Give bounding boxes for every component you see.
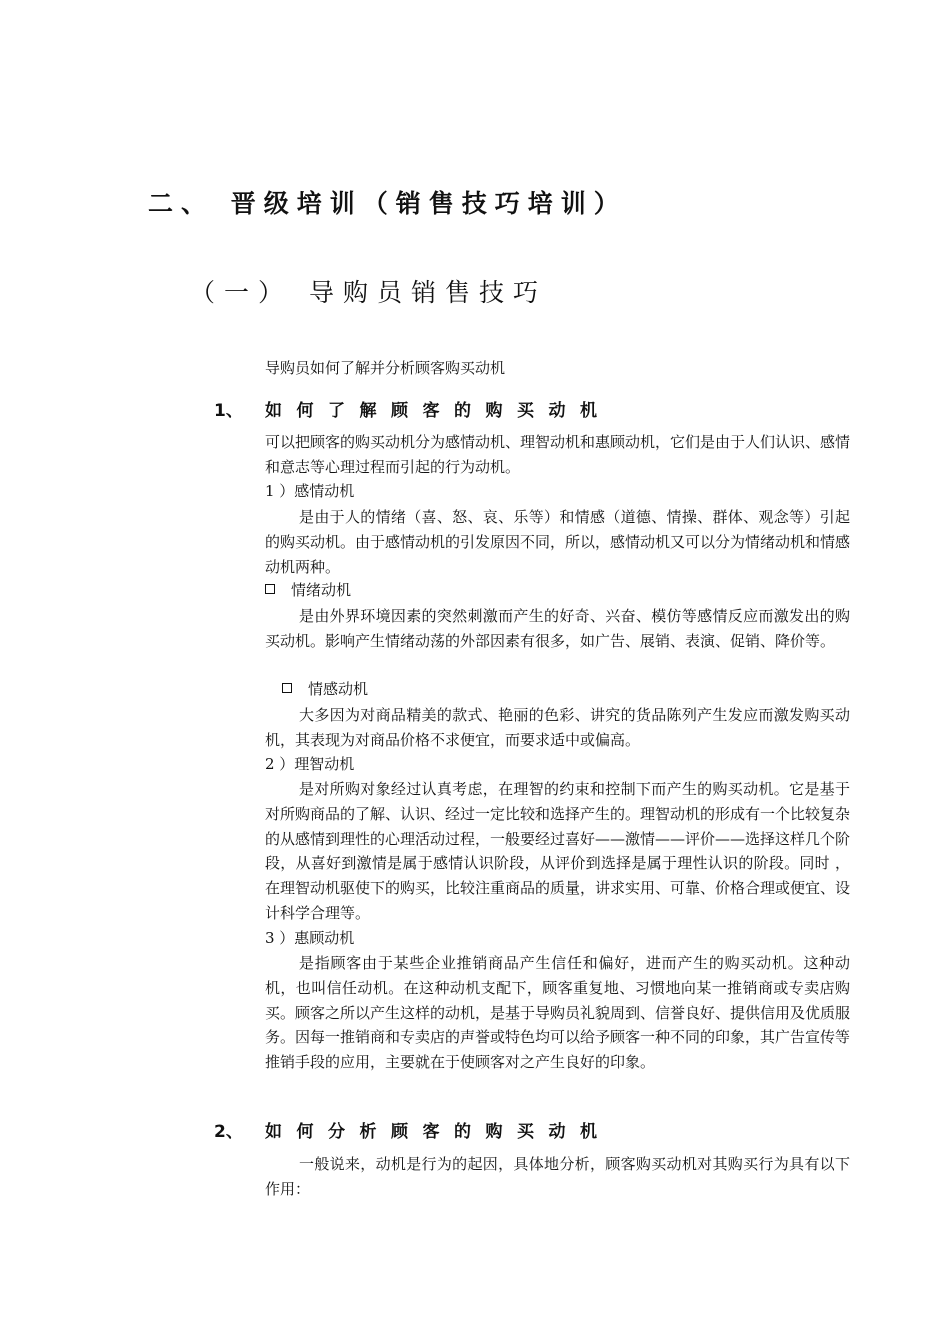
bullet1-row: [265, 579, 351, 600]
bullet2-paragraph: 大多因为对商品精美的款式、艳丽的色彩、讲究的货品陈列产生发应而激发购买动机，其表现为对商品价格不求便宜，而要求适中或偏高。: [265, 706, 850, 749]
item3-label: 3 ）惠顾动机: [265, 929, 355, 947]
item3-paragraph: 是指顾客由于某些企业推销商品产生信任和偏好，进而产生的购买动机。这种动机，也叫信任动机。在这种动机支配下，顾客重复地、习惯地向某一推销商或专卖店购买。顾客之所以产生这样的动机，是基于导购员礼貌周到、信誉良好、提供信用及优质服务。因每一推销商和专卖店的声誉或特色均可以给予顾客一种不同的印象，其广告宣传等推销手段的应用，主要就在于使顾客对之产生良好的印象。: [265, 954, 851, 1072]
section1-number: 1、: [214, 401, 243, 421]
square-bullet-icon: [265, 584, 275, 594]
bullet1-label: 情绪动机: [291, 581, 352, 599]
section2-paragraph: 一般说来，动机是行为的起因，具体地分析，顾客购买动机对其购买行为具有以下作用：: [265, 1155, 850, 1198]
bullet2-label: 情感动机: [308, 680, 369, 698]
section1-paragraph: 可以把顾客的购买动机分为感情动机、理智动机和惠顾动机，它们是由于人们认识、感情和意志等心理过程而引起的行为动机。: [265, 433, 851, 476]
item1-paragraph: 是由于人的情绪（喜、怒、哀、乐等）和情感（道德、情操、群体、观念等）引起的购买动机。由于感情动机的引发原因不同，所以，感情动机又可以分为情绪动机和情感动机两种。: [265, 508, 851, 576]
section1-title: 如何了解顾客的购买动机: [265, 401, 612, 421]
item1-label: 1 ）感情动机: [265, 482, 355, 500]
section2-title: 如何分析顾客的购买动机: [265, 1122, 612, 1142]
item2-label: 2 ）理智动机: [265, 755, 355, 773]
bullet1-paragraph: 是由外界环境因素的突然刺激而产生的好奇、兴奋、模仿等感情反应而激发出的购买动机。影响产生情绪动荡的外部因素有很多，如广告、展销、表演、促销、降价等。: [265, 607, 850, 650]
square-bullet-icon: [282, 683, 292, 693]
bullet2-row: [282, 678, 368, 699]
intro-line: 导购员如何了解并分析顾客购买动机: [265, 359, 506, 377]
main-heading: 二、 晋级培训（销售技巧培训）: [148, 189, 627, 218]
item2-paragraph: 是对所购对象经过认真考虑，在理智的约束和控制下而产生的购买动机。它是基于对所购商品的了解、认识、经过一定比较和选择产生的。理智动机的形成有一个比较复杂的从感情到理性的心理活动过程，一般要经过喜好——激情——评价——选择这样几个阶段，从喜好到激情是属于感情认识阶段，从评价到选择是属于理性认识的阶段。同时 ，在理智动机驱使下的购买，比较注重商品的质量，讲求实用、可靠、价格合理或便宜、设计科学合理等。: [265, 780, 851, 922]
sub-heading: （一） 导购员销售技巧: [190, 278, 547, 307]
section2-number: 2、: [214, 1122, 243, 1142]
